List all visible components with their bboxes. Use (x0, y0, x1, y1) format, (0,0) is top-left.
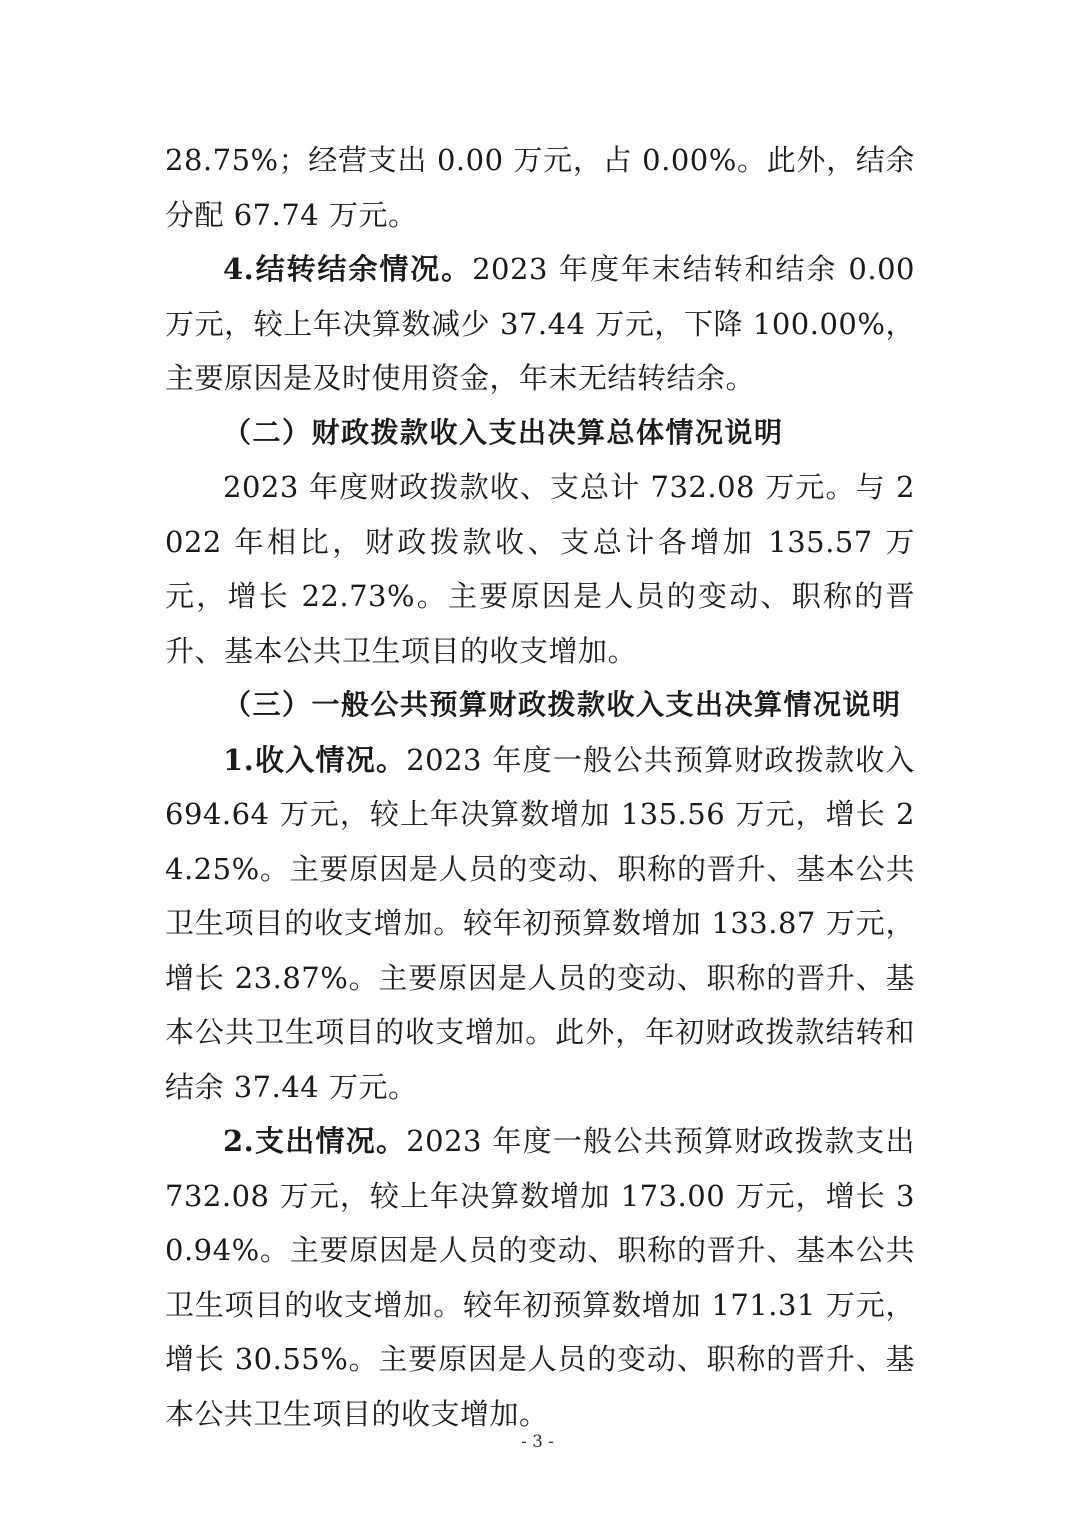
paragraph-expenditure (165, 1114, 915, 1441)
paragraph-text: 2023 年度一般公共预算财政拨款支出 732.08 万元，较上年决算数增加 173.00 万元，增长 30.94%。主要原因是人员的变动、职称的晋升、基本公共卫生项目的收支增加。较年初预算数增加 171.31 万元，增长 30.55%。主要原因是人员的变动、职称的晋升、基本公共卫生项目的收支增加。 (165, 1124, 915, 1431)
paragraph-lead-title: 1.收入情况。 (223, 742, 407, 777)
paragraph-lead-title: 4.结转结余情况。 (223, 252, 473, 286)
paragraph-carryover-balance (165, 242, 915, 406)
paragraph-text: 28.75%；经营支出 0.00 万元，占 0.00%。此外，结余分配 67.74 万元。 (165, 143, 915, 232)
paragraph-text: 2023 年度财政拨款收、支总计 732.08 万元。与 2022 年相比，财政拨款收、支总计各增加 135.57 万元，增长 22.73%。主要原因是人员的变动、职称的晋升、基本公共卫生项目的收支增加。 (165, 470, 915, 668)
paragraph-lead-title: 2.支出情况。 (223, 1124, 407, 1158)
paragraph-income (165, 733, 915, 1115)
paragraph-text: 2023 年度年末结转和结余 0.00 万元，较上年决算数减少 37.44 万元，下降 100.00%，主要原因是及时使用资金，年末无结转结余。 (165, 252, 915, 395)
page-number: - 3 - (520, 1432, 555, 1452)
section-heading-fiscal-overview: （二）财政拨款收入支出决算总体情况说明 (223, 415, 784, 449)
document-body (165, 133, 915, 1441)
paragraph-text: 2023 年度一般公共预算财政拨款收入 694.64 万元，较上年决算数增加 135.56 万元，增长 24.25%。主要原因是人员的变动、职称的晋升、基本公共卫生项目的收支增加。较年初预算数增加 133.87 万元，增长 23.87%。主要原因是人员的变动、职称的晋升、基本公共卫生项目的收支增加。此外，年初财政拨款结转和结余 37.44 万元。 (165, 742, 915, 1104)
section-heading-general-budget: （三）一般公共预算财政拨款收入支出决算情况说明 (223, 688, 902, 721)
paragraph-fiscal-overview (165, 460, 915, 678)
paragraph-expenditure-continuation (165, 133, 915, 242)
